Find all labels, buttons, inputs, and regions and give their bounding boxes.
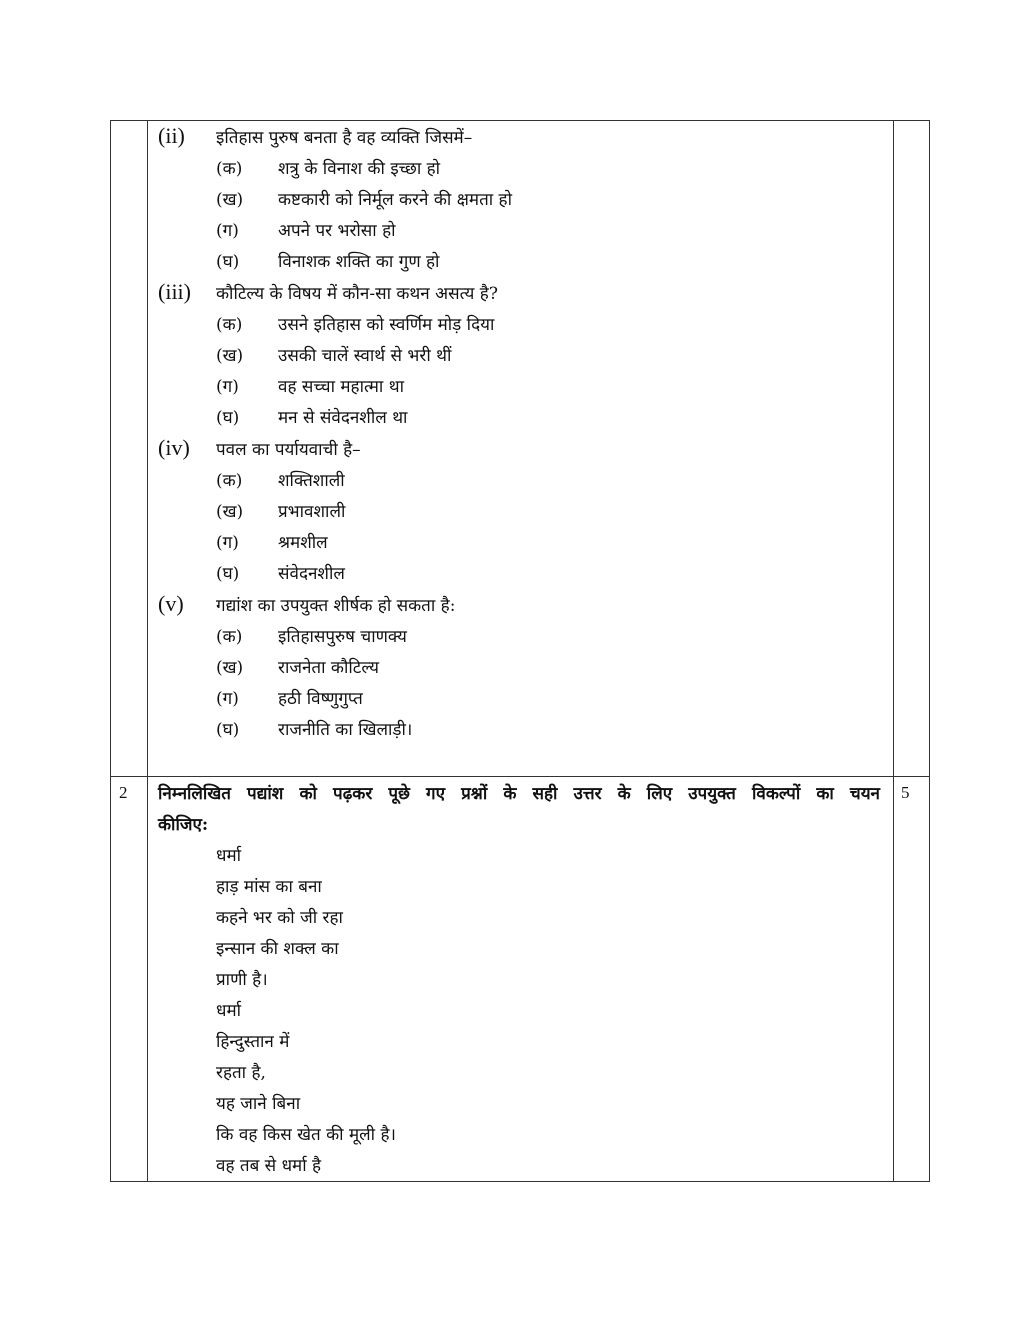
option-text: संवेदनशील — [278, 564, 345, 584]
option-text: अपने पर भरोसा हो — [278, 221, 396, 241]
option-text: वह सच्चा महात्मा था — [278, 377, 404, 397]
option-text: इतिहासपुरुष चाणक्य — [278, 627, 407, 647]
option-text: कष्टकारी को निर्मूल करने की क्षमता हो — [278, 190, 512, 210]
option-label: (क) — [216, 159, 243, 179]
question-text: कौटिल्य के विषय में कौन-सा कथन असत्य है? — [216, 284, 498, 304]
row-divider — [111, 776, 929, 777]
question-number: (v) — [158, 591, 184, 616]
option-label: (घ) — [216, 252, 240, 272]
option-text: राजनीति का खिलाड़ी। — [278, 720, 413, 740]
option-label: (ग) — [216, 221, 239, 241]
option-text: विनाशक शक्ति का गुण हो — [278, 252, 440, 272]
option-label: (ख) — [216, 658, 244, 678]
option-text: शक्तिशाली — [278, 471, 345, 491]
poem-line: धर्मा — [216, 846, 242, 866]
option-text: श्रमशील — [278, 533, 328, 553]
question-table — [110, 120, 930, 1182]
option-label: (क) — [216, 315, 243, 335]
option-text: हठी विष्णुगुप्त — [278, 689, 363, 709]
poem-line: इन्सान की शक्ल का — [216, 939, 339, 959]
question-text: पवल का पर्यायवाची है– — [216, 440, 361, 460]
option-text: उसने इतिहास को स्वर्णिम मोड़ दिया — [278, 315, 495, 335]
option-text: प्रभावशाली — [278, 502, 346, 522]
column-divider-serial — [147, 121, 148, 1181]
poem-line: हिन्दुस्तान में — [216, 1032, 290, 1052]
poem-line: यह जाने बिना — [216, 1094, 301, 1114]
poem-line: वह तब से धर्मा है — [216, 1156, 322, 1176]
poem-line: कहने भर को जी रहा — [216, 908, 343, 928]
option-text: राजनेता कौटिल्य — [278, 658, 379, 678]
poem-line: हाड़ मांस का बना — [216, 877, 322, 897]
question-number: (ii) — [158, 123, 185, 148]
poem-line: रहता है, — [216, 1063, 266, 1083]
option-label: (ख) — [216, 502, 244, 522]
question-instruction: निम्नलिखित पद्यांश को पढ़कर पूछे गए प्रश्नों के सही उत्तर के लिए उपयुक्त विकल्पों का चयन — [158, 784, 880, 804]
option-text: मन से संवेदनशील था — [278, 408, 408, 428]
option-label: (ख) — [216, 190, 244, 210]
question-number: (iii) — [158, 279, 191, 304]
question-serial-number: 2 — [119, 783, 128, 802]
option-text: शत्रु के विनाश की इच्छा हो — [278, 159, 441, 179]
question-text: इतिहास पुरुष बनता है वह व्यक्ति जिसमें– — [216, 128, 473, 148]
option-label: (क) — [216, 471, 243, 491]
option-label: (घ) — [216, 720, 240, 740]
question-text: गद्यांश का उपयुक्त शीर्षक हो सकता है: — [216, 596, 456, 616]
column-divider-marks — [893, 121, 894, 1181]
option-label: (ग) — [216, 377, 239, 397]
poem-line: कि वह किस खेत की मूली है। — [216, 1125, 396, 1145]
option-label: (ख) — [216, 346, 244, 366]
option-label: (क) — [216, 627, 243, 647]
option-label: (घ) — [216, 408, 240, 428]
poem-line: धर्मा — [216, 1001, 242, 1021]
question-marks: 5 — [901, 783, 910, 802]
question-number: (iv) — [158, 435, 190, 460]
poem-line: प्राणी है। — [216, 970, 268, 990]
option-label: (ग) — [216, 689, 239, 709]
option-text: उसकी चालें स्वार्थ से भरी थीं — [278, 346, 452, 366]
question-instruction-continued: कीजिए: — [158, 815, 209, 835]
option-label: (ग) — [216, 533, 239, 553]
option-label: (घ) — [216, 564, 240, 584]
